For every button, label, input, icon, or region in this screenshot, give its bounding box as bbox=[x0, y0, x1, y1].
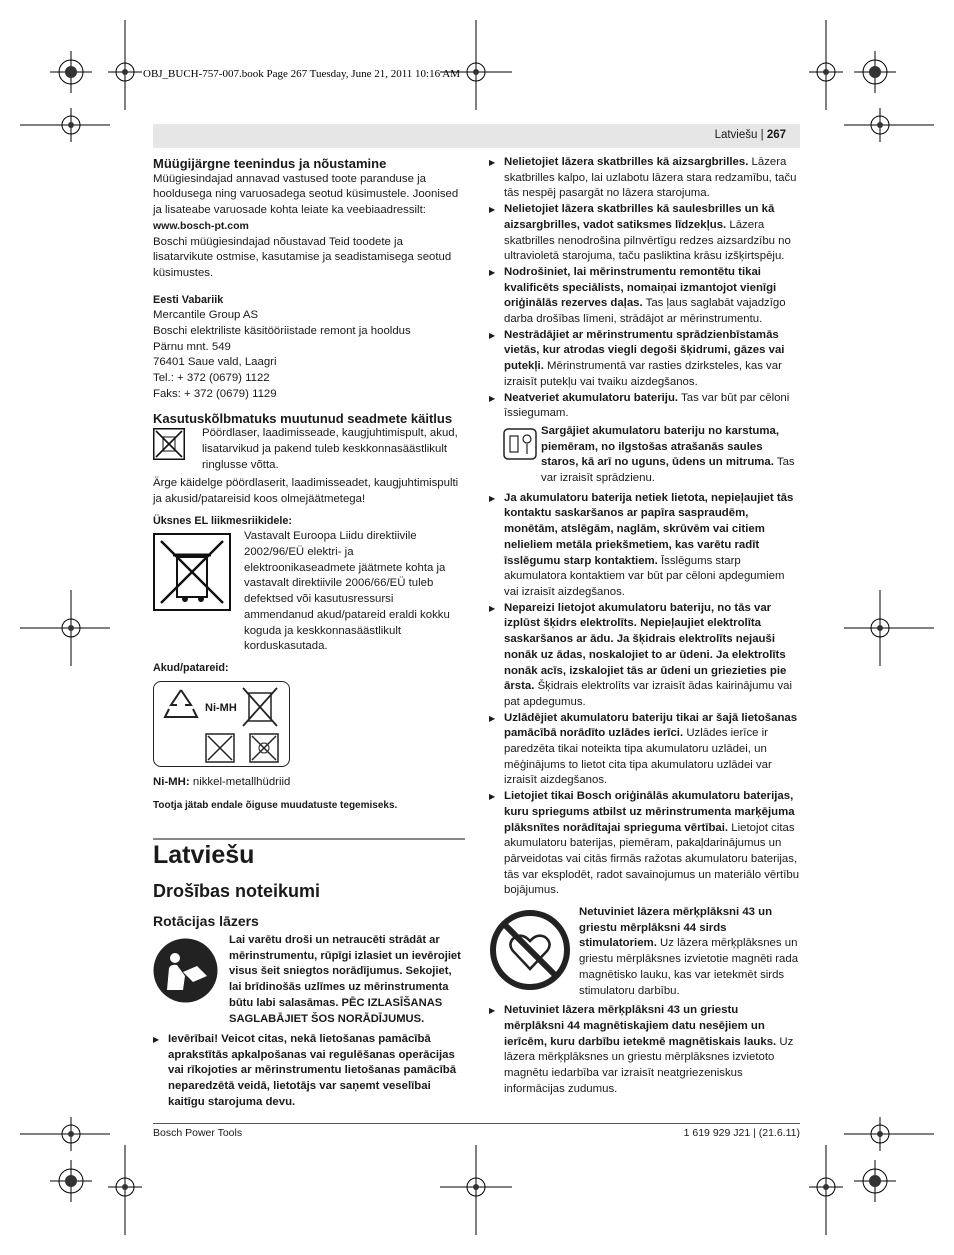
bullet-open-battery: ▶ Neatveriet akumulatoru bateriju. Tas var būt par cēloni īssiegumam. bbox=[489, 391, 800, 422]
disposal-heading: Kasutuskõlbmatuks muutunud seadmete käitlus bbox=[153, 410, 453, 426]
eu-heading: Üksnes EL liikmesriikidele: bbox=[153, 514, 293, 527]
nimh-label: Ni-MH: bbox=[153, 775, 190, 788]
address-fax: Faks: + 372 (0679) 1129 bbox=[153, 387, 277, 400]
rotation-laser-heading: Rotācijas lāzers bbox=[153, 913, 259, 929]
service-heading: Müügijärgne teenindus ja nõustamine bbox=[153, 156, 387, 171]
read-manual-icon bbox=[153, 938, 218, 1003]
footer-doc-number: 1 619 929 J21 | (21.6.11) bbox=[683, 1127, 800, 1139]
bullet-explosive: ▶ Nestrādājiet ar mērinstrumentu sprādzienbīstamās vietās, kur atrodas viegli degoši šķidrumi, gāzes vai putekļi. Mērinstrumentā var rasties dzirksteles, kas var izraisīt putekļu vai tvaiku aizdegšanos. bbox=[489, 328, 800, 391]
right-column bbox=[489, 155, 800, 1097]
nimh-description: nikkel-metallhüdriid bbox=[189, 775, 291, 788]
disposal-paragraph-2: Ärge käidelge pöördlaserit, laadimisseadet, kaugjuhtimispulti ja akusid/patareisid koos olmejäätmetega! bbox=[153, 477, 459, 505]
battery-heat-icon bbox=[503, 428, 537, 460]
rights-notice: Tootja jätab endale õiguse muudatuste tegemiseks. bbox=[153, 800, 398, 812]
address-line-3: Pärnu mnt. 549 bbox=[153, 340, 231, 353]
address-line-1: Mercantile Group AS bbox=[153, 309, 259, 322]
battery-heat-warning: Sargājiet akumulatoru bateriju no karstuma, piemēram, no ilgstošas atrašanās saules staros, kā arī no uguns, ūdens un mitruma. Tas var izraisīt sprādzienu. bbox=[541, 424, 795, 485]
disposal-paragraph-1: Pöördlaser, laadimisseade, kaugjuhtimispult, akud, lisatarvikud ja pakend tuleb keskkonnasäästlikult ringlusse võtta. bbox=[202, 427, 458, 471]
no-pacemaker-icon bbox=[489, 909, 571, 991]
service-paragraph-2: Boschi müügiesindajad nõustavad Teid toodete ja lisatarvikute ostmise, kasutamise ja seadistamisega seotud küsimustes. bbox=[153, 235, 452, 279]
address-line-2: Boschi elektriliste käsitööriistade remont ja hooldus bbox=[153, 325, 411, 338]
header-language: Latviešu bbox=[714, 129, 758, 141]
address-phone: Tel.: + 372 (0679) 1122 bbox=[153, 372, 270, 385]
battery-no-fire-icon bbox=[205, 733, 235, 763]
radiation-warning-bullet: ▶ Ievērībai! Veicot citas, nekā lietošanas pamācībā aprakstītās apkalpošanas vai regulēšanas operācijas vai rīkojoties ar mērinstrumentu lietošanas pamācībā neparedzētā veidā, lietotājs var saņemt veselībai kaitīgu starojuma devu. bbox=[153, 1032, 465, 1111]
address-line-4: 76401 Saue vald, Laagri bbox=[153, 356, 277, 369]
safety-heading: Drošības noteikumi bbox=[153, 881, 321, 901]
bullet-electrolyte: ▶ Nepareizi lietojot akumulatoru bateriju, no tās var izplūst šķidrs elektrolīts. Nepieļaujiet elektrolīta saskaršanos ar ādu. Ja šķidrais elektrolīts nejauši nonāk uz ādas, noskalojiet to ar ūdeni. Ja elektrolīts nonāk acīs, izskalojiet tās ar ūdeni un griezieties pie ārsta. Šķidrais elektrolīts var izraisīt ādas kairinājumu vai pat apdegumus. bbox=[489, 601, 800, 711]
pacemaker-warning: Netuviniet lāzera mērķplāksni 43 un griestu mērplāksni 44 sirds stimulatoriem. Uz lāzera mērķplāksnes un griestu mērplāksnes izvietotie magnēti rada magnētisko lauku, kas var ietekmēt sirds stimulatoru darbību. bbox=[579, 906, 799, 997]
eu-directive-text: Vastavalt Euroopa Liidu direktiivile 2002/96/EÜ elektri- ja elektroonikaseadmete jäätmete kohta ja vastavalt direktiivile 2006/66/EÜ tuleb defektsed või kasutusressursi ammendanud akud/patareid eraldi kokku koguda ja keskkonnasäästlikult korduskasutada. bbox=[244, 530, 450, 653]
bullet-magnetic-media: ▶ Netuviniet lāzera mērķplāksni 43 un griestu mērplāksni 44 magnētiskajiem datu nesējiem un ierīcēm, kuru darbību ietekmē magnētiskais lauks. Uz lāzera mērķplāksnes un griestu mērplāksnes izvietoto magnētu iedarbība var izraisīt neatgriezeniskus informācijas zudumus. bbox=[489, 1003, 800, 1097]
page-header bbox=[153, 124, 800, 148]
weee-bin-icon bbox=[153, 533, 231, 611]
page-number: 267 bbox=[766, 129, 786, 141]
header-separator: | bbox=[760, 129, 764, 141]
battery-crossed-bin-icon bbox=[239, 685, 281, 729]
bullet-original-batteries: ▶ Lietojiet tikai Bosch oriģinālās akumulatoru baterijas, kuru spriegums atbilst uz mērinstrumenta marķējuma plāksnītes norādītajai sprieguma vērtībai. Lietojot citas akumulatoru baterijas, piemēram, pakaļdarinājumus un pārveidotas vai citās firmās ražotas akumulatoru baterijas, tās var eksplodēt, radot savainojumus un materiālo vērtību bojājumus. bbox=[489, 789, 800, 899]
country-heading: Eesti Vabariik bbox=[153, 293, 224, 306]
nimh-definition bbox=[153, 775, 465, 791]
service-paragraph-1: Müügiesindajad annavad vastused toote paranduse ja hooldusega ning varuosadega seotud küsimustele. Joonised ja lisateabe varuosade kohta leiate ka veebiaadressilt: bbox=[153, 172, 459, 217]
batteries-heading: Akud/patareid: bbox=[153, 661, 229, 674]
service-url: www.bosch-pt.com bbox=[153, 219, 249, 232]
battery-no-water-icon bbox=[249, 733, 279, 763]
rotation-laser-warning: Lai varētu droši un netraucēti strādāt ar mērinstrumentu, rūpīgi izlasiet un ievērojiet visus šeit sniegtos norādījumus. Sekojiet, lai brīdinošās uzlīmes uz mērinstrumenta būtu labi salasāmas. PĒC IZLASĪŠANAS SAGLABĀJIET ŠOS NORĀDĪJUMUS. bbox=[229, 934, 461, 1025]
bullet-repair: ▶ Nodrošiniet, lai mērinstrumentu remontētu tikai kvalificēts speciālists, nomaiņai izmantojot vienīgi oriģinālās rezerves daļas. Tas ļaus saglabāt vajadzīgo darba drošības līmeni, strādājot ar mērinstrumentu. bbox=[489, 265, 800, 328]
bullet-sunglasses: ▶ Nelietojiet lāzera skatbrilles kā saulesbrilles un kā aizsargbrilles, vadot satiksmes līdzekļus. Lāzera skatbrilles nenodrošina pilnvērtīgu redzes aizsardzību no ultravioletā starojuma, taču pasliktina krāsu izšķirtspēju. bbox=[489, 202, 800, 265]
footer-rule bbox=[153, 1123, 800, 1124]
section-divider bbox=[153, 838, 465, 840]
header-text bbox=[715, 129, 786, 141]
bullet-short-circuit: ▶ Ja akumulatoru baterija netiek lietota, nepieļaujiet tās kontaktu saskaršanos ar papīra saspraudēm, monētām, atslēgām, naglām, skrūvēm vai citiem nelieliem metāla priekšmetiem, kas varētu radīt īsslēgumu starp kontaktiem. Īsslēgums starp akumulatora kontaktiem var būt par cēloni apdegumiem vai izraisīt aizdegšanos. bbox=[489, 491, 800, 601]
bullet-charger: ▶ Uzlādējiet akumulatoru bateriju tikai ar šajā lietošanas pamācībā norādīto uzlādes ierīci. Uzlādes ierīce ir paredzēta tikai noteikta tipa akumulatoru uzlādei, un mēģinājums to lietot cita tipa akumulatoru uzlādei var izraisīt aizdegšanos. bbox=[489, 711, 800, 790]
bullet-laser-glasses: ▶ Nelietojiet lāzera skatbrilles kā aizsargbrilles. Lāzera skatbrilles kalpo, lai uzlabotu lāzera stara redzamību, taču tās nespēj pasargāt no lāzera starojuma. bbox=[489, 155, 800, 202]
crossed-bin-icon bbox=[153, 428, 185, 460]
language-title: Latviešu bbox=[153, 841, 255, 869]
recycle-icon bbox=[161, 687, 201, 723]
footer-brand: Bosch Power Tools bbox=[153, 1127, 243, 1139]
nimh-icon-label: Ni-MH bbox=[205, 701, 237, 714]
left-column bbox=[153, 156, 465, 814]
crop-info-line: OBJ_BUCH-757-007.book Page 267 Tuesday, June 21, 2011 10:16 AM bbox=[143, 68, 460, 80]
